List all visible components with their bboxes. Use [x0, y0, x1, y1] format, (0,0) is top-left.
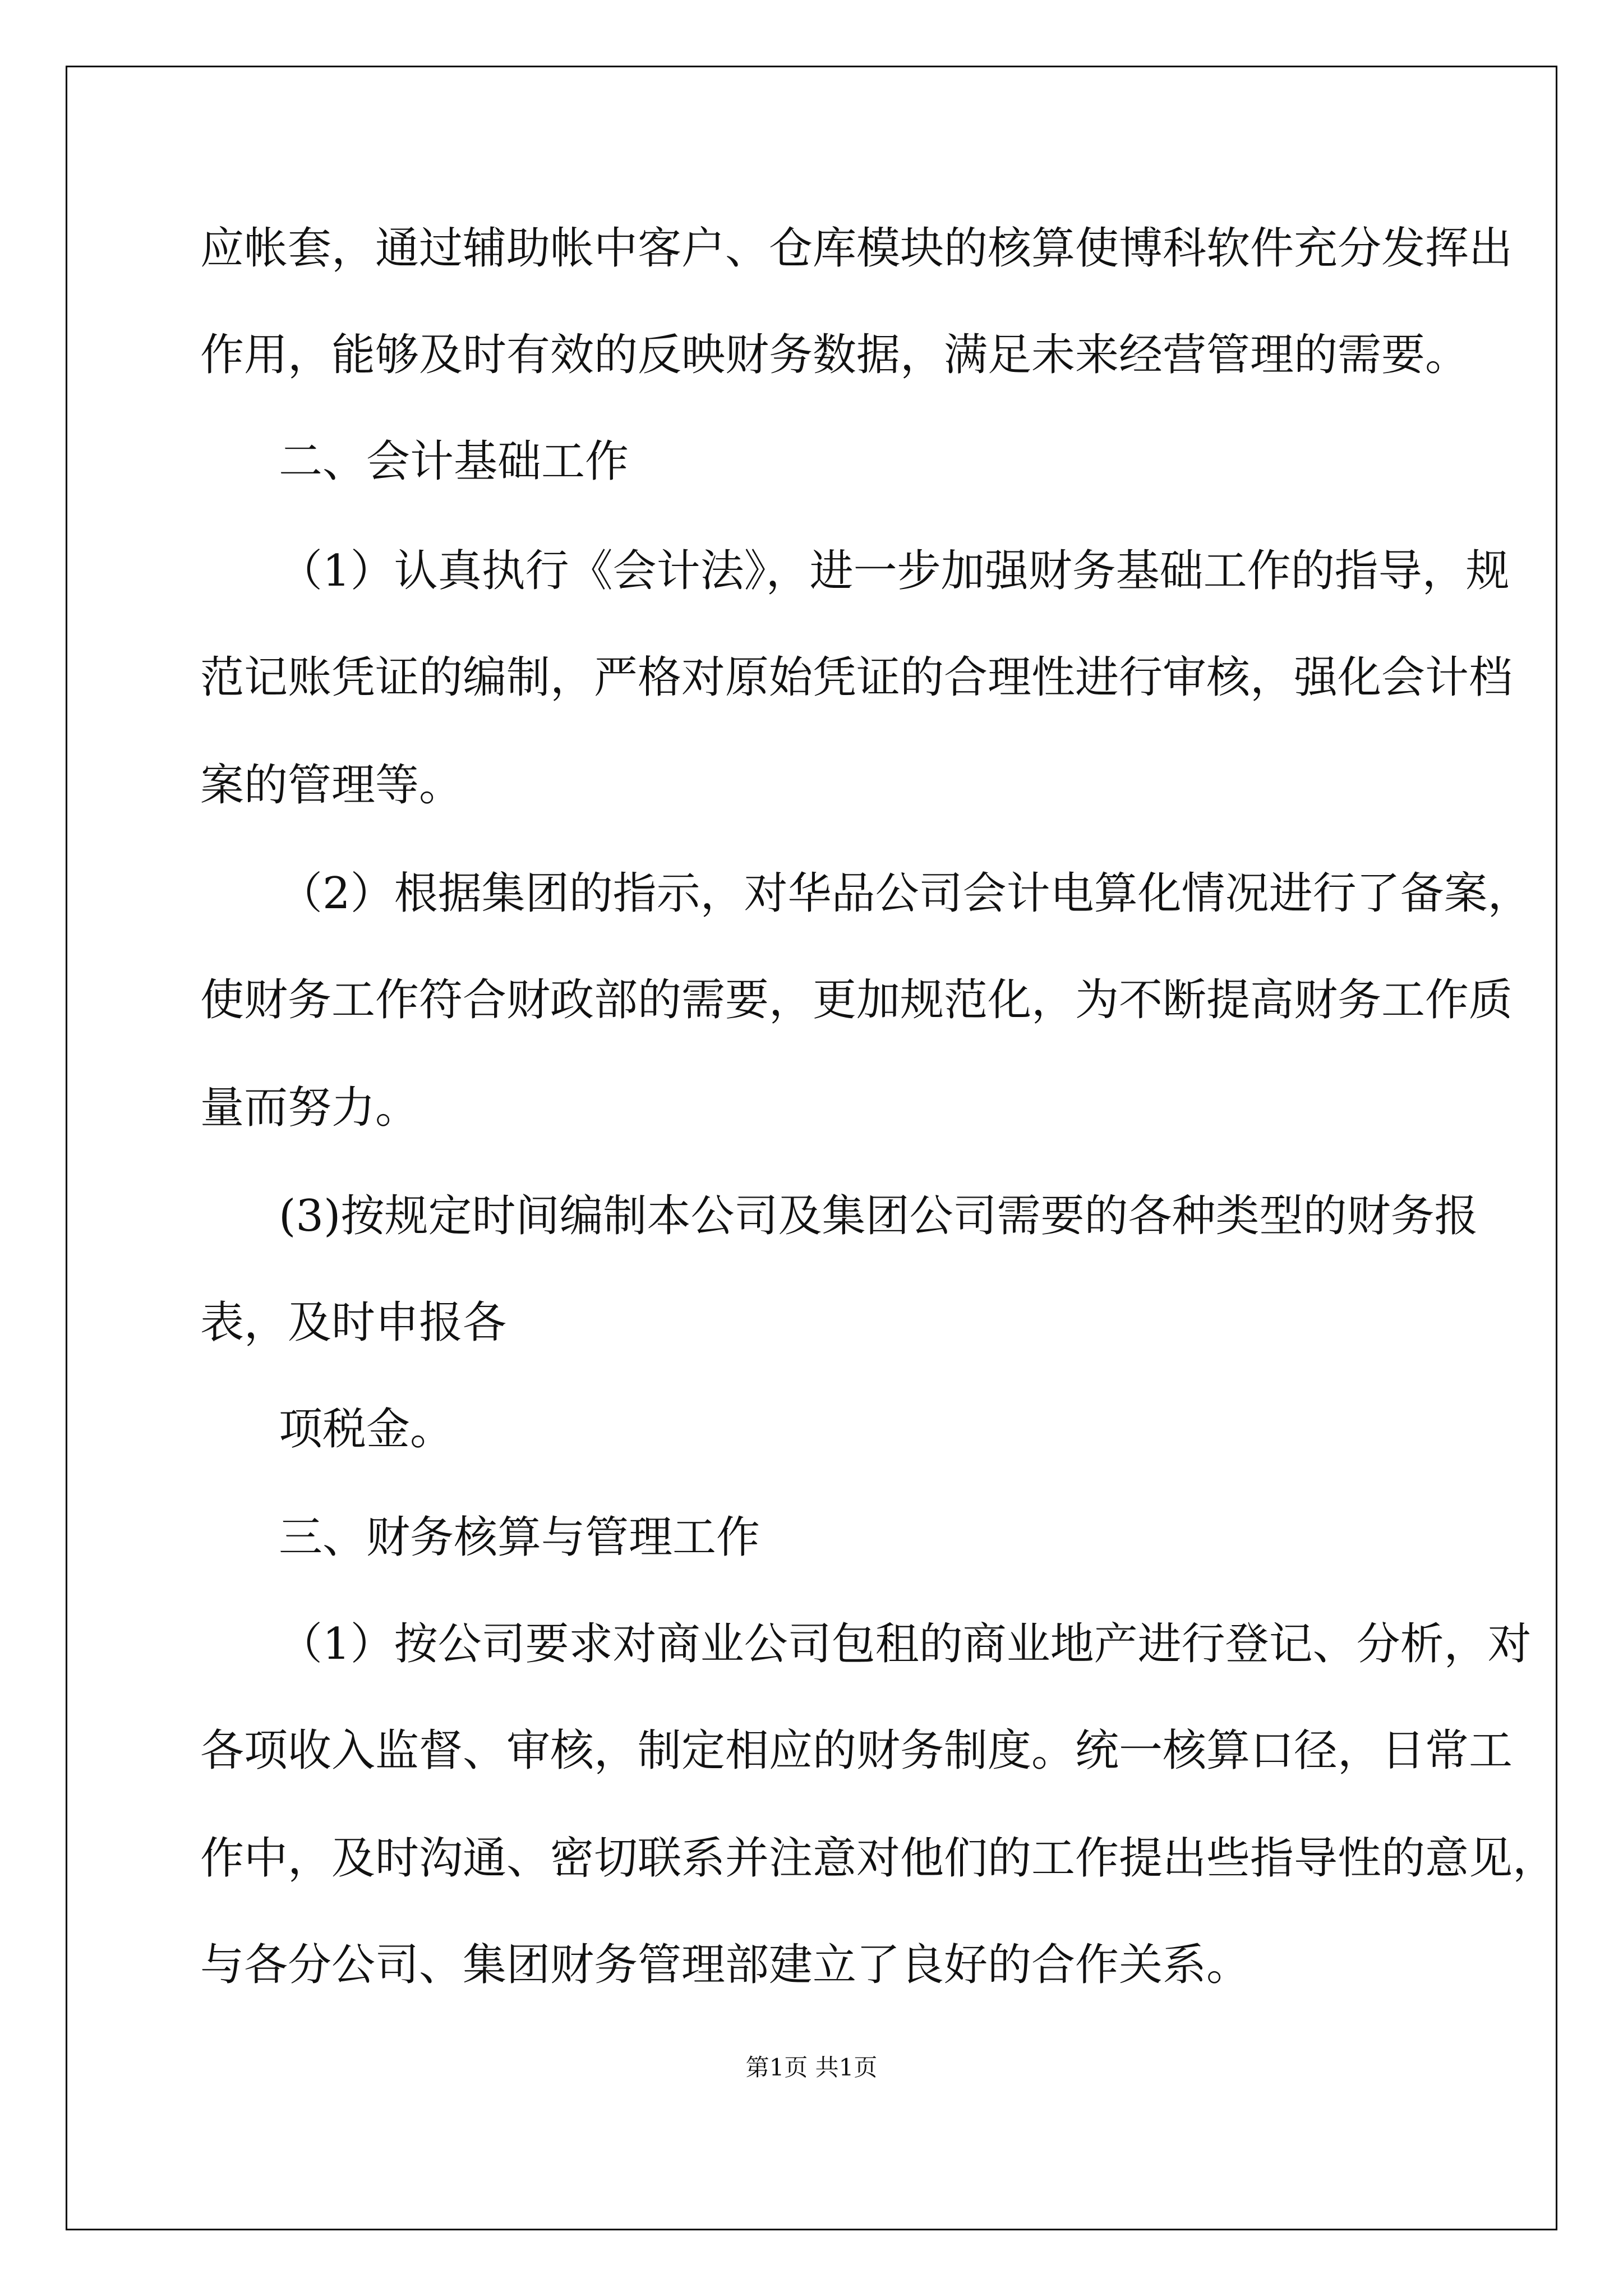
section-heading-3: 三、财务核算与管理工作 [279, 1512, 760, 1563]
text-line-7: （2）根据集团的指示，对华品公司会计电算化情况进行了备案， [279, 868, 1532, 919]
text-line-16: 作中，及时沟通、密切联系并注意对他们的工作提出些指导性的意见， [200, 1833, 1557, 1884]
text-line-15: 各项收入监督、审核，制定相应的财务制度。统一核算口径，日常工 [200, 1726, 1513, 1776]
text-line-17: 与各分公司、集团财务管理部建立了良好的合作关系。 [200, 1940, 1251, 1990]
section-heading-2: 二、会计基础工作 [279, 436, 629, 487]
text-line-6: 案的管理等。 [200, 760, 463, 811]
text-line-9: 量而努力。 [200, 1083, 419, 1133]
text-line-2: 作用，能够及时有效的反映财务数据，满足未来经营管理的需要。 [200, 330, 1469, 380]
text-line-1: 应帐套，通过辅助帐中客户、仓库模块的核算使博科软件充分发挥出 [200, 223, 1513, 274]
text-line-10: (3)按规定时间编制本公司及集团公司需要的各种类型的财务报 [279, 1191, 1478, 1241]
text-line-11: 表，及时申报各 [200, 1297, 507, 1348]
text-line-12: 项税金。 [279, 1404, 454, 1455]
page-footer: 第1页 共1页 [745, 2054, 878, 2081]
page-border [66, 66, 1557, 2230]
text-line-4: （1）认真执行《会计法》，进一步加强财务基础工作的指导，规 [279, 546, 1510, 596]
text-line-8: 使财务工作符合财政部的需要，更加规范化，为不断提高财务工作质 [200, 975, 1513, 1025]
text-line-14: （1）按公司要求对商业公司包租的商业地产进行登记、分析，对 [279, 1619, 1532, 1669]
text-line-5: 范记账凭证的编制，严格对原始凭证的合理性进行审核，强化会计档 [200, 652, 1513, 703]
